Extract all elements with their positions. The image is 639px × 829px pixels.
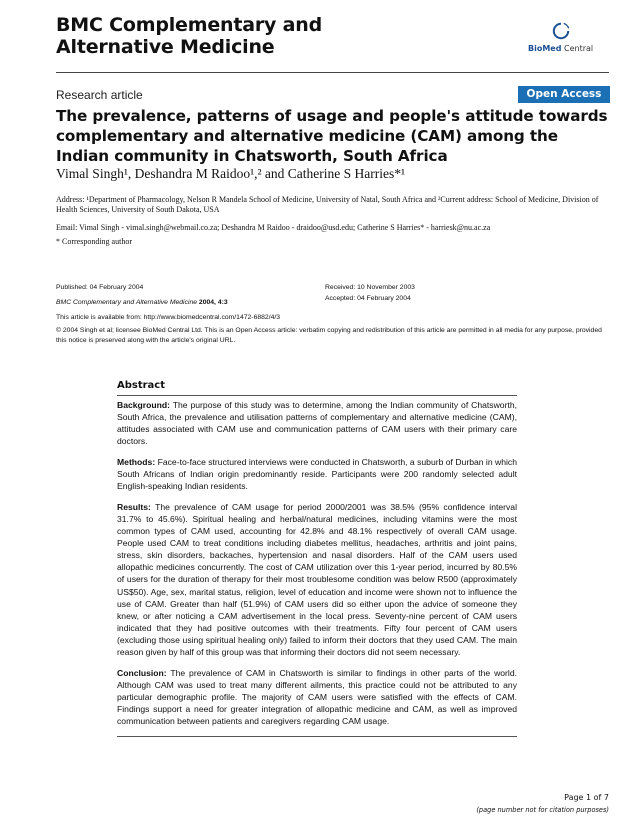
logo-biomed-text: BioMed	[528, 44, 562, 53]
abstract-heading: Abstract	[117, 380, 517, 396]
citation-line	[56, 298, 228, 307]
abstract-results	[117, 501, 517, 658]
article-url: This article is available from: http://www.biomedcentral.com/1472-6882/4/3	[56, 314, 281, 321]
page-number: Page 1 of 7	[564, 793, 609, 802]
abstract-section	[117, 380, 517, 737]
open-access-badge: Open Access	[518, 86, 610, 103]
page-number-note: (page number not for citation purposes)	[476, 806, 609, 814]
accepted-date: Accepted: 04 February 2004	[325, 295, 411, 302]
abstract-section-label: Conclusion:	[117, 667, 167, 678]
paper-title: The prevalence, patterns of usage and people's attitude towards complementary and alternative medicine (CAM) among the Indian community in Chatsworth, South Africa	[56, 107, 608, 165]
journal-title-line1: BMC Complementary and	[56, 14, 322, 36]
citation-journal: BMC Complementary and Alternative Medicine	[56, 299, 198, 306]
abstract-section-label: Results:	[117, 501, 151, 512]
journal-title	[56, 14, 322, 58]
author-address: Address: ¹Department of Pharmacology, Nelson R Mandela School of Medicine, University of Natal, South Africa and ²Current address: School of Medicine, Division of Health Sciences, University of South Dakota, USA	[56, 195, 599, 214]
author-emails: Email: Vimal Singh - vimal.singh@webmail.co.za; Deshandra M Raidoo - draidoo@usd.edu; Catherine S Harries* - harriesk@nu.ac.za	[56, 223, 491, 232]
abstract-conclusion	[117, 667, 517, 727]
abstract-section-label: Methods:	[117, 456, 156, 467]
abstract-divider	[117, 736, 517, 737]
copyright-notice: © 2004 Singh et al; licensee BioMed Central Ltd. This is an Open Access article: verbatim copying and redistribution of this article are permitted in all media for any purpose, provided this notice is preserved along with the article's original URL.	[56, 327, 602, 344]
article-type: Research article	[56, 88, 143, 102]
logo-central-text: Central	[561, 44, 594, 53]
abstract-section-text: The prevalence of CAM in Chatsworth is similar to findings in other parts of the world. Although CAM was used to treat many different ailments, this practice could not be attributed to any particular demographic profile. The majority of CAM users were satisfied with the effects of CAM. Findings support a need for greater integration of allopathic medicine and CAM, as well as improved communication between patients and caregivers regarding CAM usage.	[117, 667, 517, 727]
abstract-background	[117, 399, 517, 447]
received-date: Received: 10 November 2003	[325, 284, 415, 291]
abstract-methods	[117, 456, 517, 492]
header-divider	[56, 72, 609, 73]
published-date: Published: 04 February 2004	[56, 284, 144, 291]
abstract-section-text: Face-to-face structured interviews were conducted in Chatsworth, a suburb of Durban in which South Africans of Indian origin predominantly reside. Participants were 200 randomly selected adult English-speaking Indian residents.	[117, 456, 517, 492]
biomed-central-logo	[528, 22, 608, 68]
abstract-section-text: The purpose of this study was to determine, among the Indian community of Chatsworth, South Africa, the prevalence and utilisation patterns of complementary and alternative medicine (CAM), attitudes associated with CAM use and communication patterns of CAM users with their primary care doctors.	[117, 400, 517, 447]
citation-volume: 2004, 4:3	[197, 299, 228, 306]
biomed-ring-icon	[552, 22, 570, 40]
abstract-section-label: Background:	[117, 400, 170, 410]
journal-title-line2: Alternative Medicine	[56, 36, 275, 58]
corresponding-author-note: * Corresponding author	[56, 237, 132, 246]
abstract-section-text: The prevalence of CAM usage for period 2000/2001 was 38.5% (95% confidence interval 31.7% to 45.6%). Spiritual healing and herbal/natural medicines, including vitamins were the most common types of CAM used, accounting for 42.8% and 48.1% respectively of overall CAM usage. People used CAM to treat conditions including diabetes mellitus, headaches, arthritis and joint pains, stress, skin disorders, backaches, hypertension and nasal disorders. Half of the CAM users used allopathic medicines concurrently. The cost of CAM utilization over this 1-year period, incurred by 80.5% of users for the duration of therapy for their most troublesome condition was below R500 (approximately US$50). Age, sex, marital status, religion, level of education and income were shown not to influence the use of CAM. Greater than half (51.9%) of CAM users did so either upon the advice of someone they knew, or after noticing a CAM advertisement in the local press. Seventy-nine percent of CAM users indicated that they had positive outcomes with their treatments. Fifty four percent of CAM users (excluding those using spiritual healing only) failed to inform their doctors that they used CAM. The main reason given by half of this group was that informing their doctors did not seem necessary.	[117, 501, 517, 657]
author-list: Vimal Singh¹, Deshandra M Raidoo¹,² and Catherine S Harries*¹	[56, 166, 406, 181]
